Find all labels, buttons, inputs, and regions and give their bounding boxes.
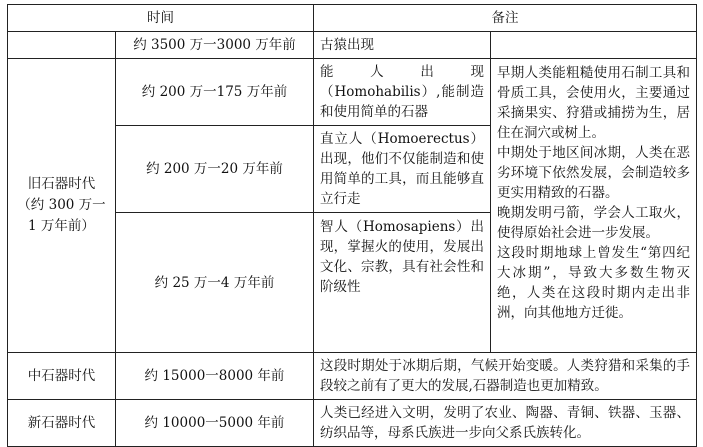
era-name: 旧石器时代 — [27, 176, 96, 192]
time-span-cell: 约 15000一8000 年前 — [116, 353, 314, 400]
era-paleolithic-cell — [8, 59, 116, 353]
note-paragraph: 中期处于地区间冰期，人类在恶劣环境下依然发展，会制造较多更实用精致的石器。 — [497, 145, 690, 201]
mesolithic-note-cell: 这段时期处于冰期后期，气候开始变暖。人类狩猎和采集的手段较之前有了更大的发展,石器制造也更加精致。 — [314, 353, 697, 400]
time-span-cell: 约 3500 万一3000 万年前 — [116, 32, 314, 59]
header-time: 时间 — [8, 5, 314, 32]
note-paragraph: 这段时期地球上曾发生“第四纪大冰期”，导致大多数生物灭绝，人类在这段时期内走出非洲，向其他地方迁徙。 — [497, 245, 690, 321]
table-row — [8, 32, 697, 59]
era-neolithic-cell: 新石器时代 — [8, 400, 116, 447]
header-row — [8, 5, 697, 32]
table-row — [8, 353, 697, 400]
paleolithic-notes-cell — [491, 59, 697, 353]
species-cell: 古猿出现 — [314, 32, 491, 59]
table-row — [8, 400, 697, 447]
species-cell: 直立人（Homoerectus）出现，他们不仅能制造和使用简单的工具，而且能够直立行走 — [314, 126, 491, 213]
era-range: （约 300 万一1 万年前） — [17, 197, 106, 234]
species-cell: 能 人 出 现（Homohabilis）,能制造和使用简单的石器 — [314, 59, 491, 126]
species-cell: 智人（Homosapiens）出现，掌握火的使用，发展出文化、宗教，具有社会性和阶级性 — [314, 213, 491, 353]
human-evolution-table — [7, 4, 697, 447]
time-span-cell: 约 200 万一20 万年前 — [116, 126, 314, 213]
blank-cell — [491, 32, 697, 59]
note-paragraph: 早期人类能粗糙使用石制工具和骨质工具，会使用火，主要通过采摘果实、狩猎或捕捞为生，居住在洞穴或树上。 — [497, 65, 690, 141]
note-paragraph: 晚期发明弓箭，学会人工取火，使得原始社会进一步发展。 — [497, 205, 690, 241]
time-span-cell: 约 25 万一4 万年前 — [116, 213, 314, 353]
time-span-cell: 约 10000一5000 年前 — [116, 400, 314, 447]
header-notes: 备注 — [314, 5, 697, 32]
neolithic-note-cell: 人类已经进入文明，发明了农业、陶器、青铜、铁器、玉器、纺织品等，母系氏族进一步向父系氏族转化。 — [314, 400, 697, 447]
time-span-cell: 约 200 万一175 万年前 — [116, 59, 314, 126]
table-row — [8, 59, 697, 126]
blank-cell — [8, 32, 116, 59]
era-mesolithic-cell: 中石器时代 — [8, 353, 116, 400]
